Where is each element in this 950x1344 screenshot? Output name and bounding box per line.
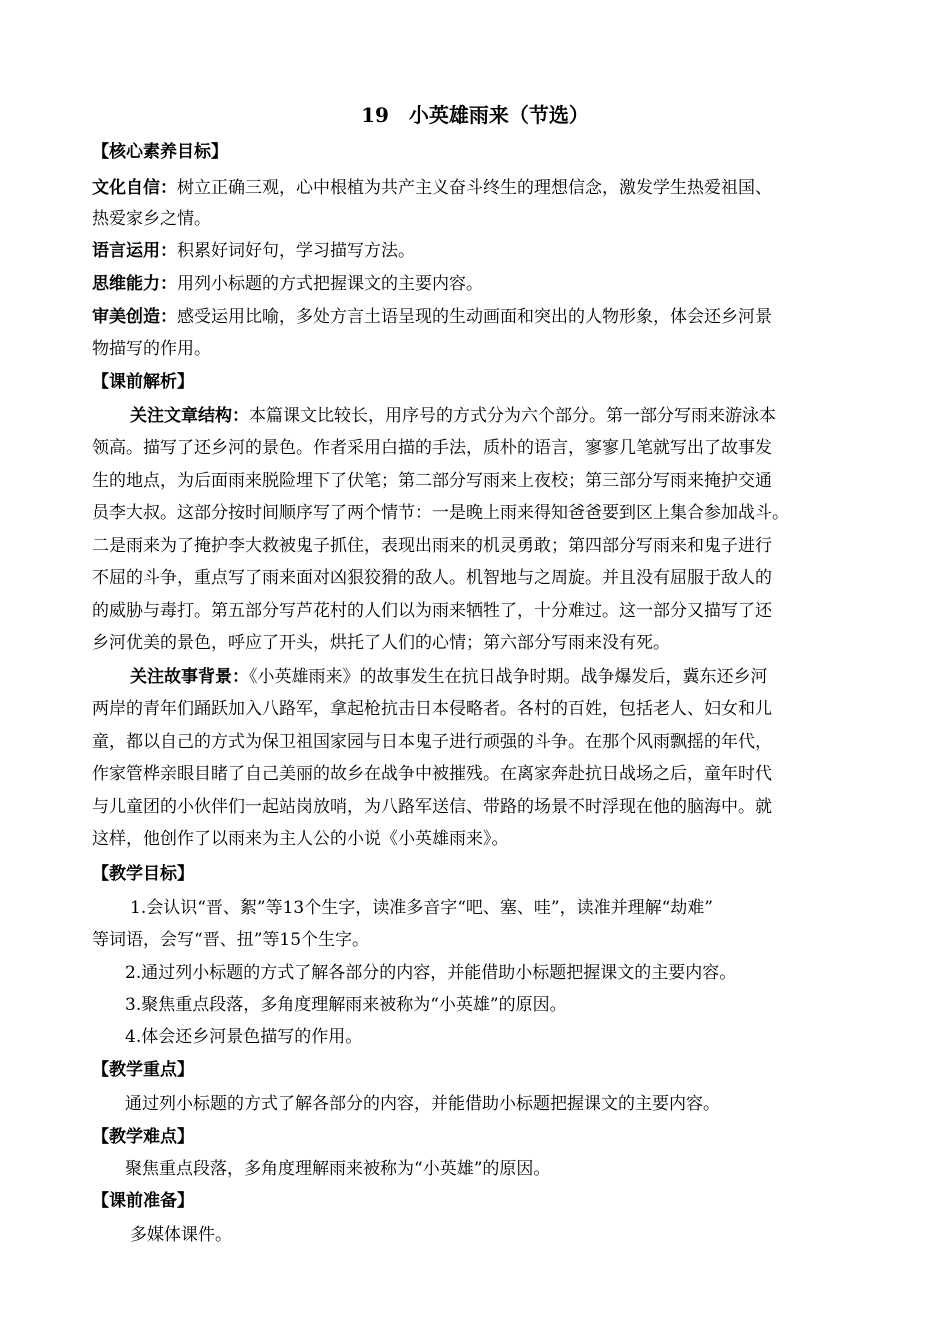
structure-text: 领高。描写了还乡河的景色。作者采用白描的手法，质朴的语言，寥寥几笔就写出了故事发 xyxy=(92,438,772,458)
teaching-goal-item: 3.聚焦重点段落，多角度理解雨来被称为“小英雄”的原因。 xyxy=(125,995,567,1015)
lesson-title: 19 小英雄雨来（节选） xyxy=(361,103,589,127)
heading-teaching-goals: 【教学目标】 xyxy=(92,864,194,884)
core-goal-culture xyxy=(92,176,772,200)
heading-pre-class: 【课前解析】 xyxy=(92,372,194,392)
background-paragraph-first-line xyxy=(130,665,768,689)
teaching-goal-item: 等词语，会写“晋、扭”等15个生字。 xyxy=(92,930,370,950)
background-text: 两岸的青年们踊跃加入八路军，拿起枪抗击日本侵略者。各村的百姓，包括老人、妇女和儿 xyxy=(92,699,772,719)
key-points-text: 通过列小标题的方式了解各部分的内容，并能借助小标题把握课文的主要内容。 xyxy=(125,1094,720,1114)
background-text: 与儿童团的小伙伴们一起站岗放哨，为八路军送信、带路的场景不时浮现在他的脑海中。就 xyxy=(92,797,772,817)
heading-key-points: 【教学重点】 xyxy=(92,1060,194,1080)
structure-label: 关注文章结构： xyxy=(130,406,249,426)
structure-paragraph-first-line xyxy=(130,404,776,428)
core-goal-label: 文化自信： xyxy=(92,178,177,198)
background-label: 关注故事背景： xyxy=(130,667,249,687)
preparation-text: 多媒体课件。 xyxy=(130,1225,232,1245)
core-goal-text: 积累好词好句，学习描写方法。 xyxy=(177,241,415,261)
core-goal-label: 思维能力： xyxy=(92,274,177,294)
structure-text: 生的地点，为后面雨来脱险埋下了伏笔；第二部分写雨来上夜校；第三部分写雨来掩护交通 xyxy=(92,471,772,491)
core-goal-language xyxy=(92,239,415,263)
core-goal-text: 感受运用比喻，多处方言土语呈现的生动画面和突出的人物形象，体会还乡河景 xyxy=(177,307,772,327)
structure-text: 二是雨来为了掩护李大救被鬼子抓住，表现出雨来的机灵勇敢；第四部分写雨来和鬼子进行 xyxy=(92,536,772,556)
structure-text: 的威胁与毒打。第五部分写芦花村的人们以为雨来牺牲了，十分难过。这一部分又描写了还 xyxy=(92,601,772,621)
structure-text: 乡河优美的景色，呼应了开头，烘托了人们的心情；第六部分写雨来没有死。 xyxy=(92,633,670,653)
core-goal-label: 审美创造： xyxy=(92,307,177,327)
heading-core-goals: 【核心素养目标】 xyxy=(92,142,228,162)
background-text: 《小英雄雨来》的故事发生在抗日战争时期。战争爆发后，冀东还乡河 xyxy=(249,667,768,687)
core-goal-label: 语言运用： xyxy=(92,241,177,261)
background-text: 这样，他创作了以雨来为主人公的小说《小英雄雨来》。 xyxy=(92,829,509,849)
core-goal-text: 用列小标题的方式把握课文的主要内容。 xyxy=(177,274,483,294)
structure-text: 员李大叔。这部分按时间顺序写了两个情节：一是晚上雨来得知爸爸要到区上集合参加战斗。 xyxy=(92,503,789,523)
core-goal-text: 热爱家乡之情。 xyxy=(92,209,211,229)
background-text: 童，都以自己的方式为保卫祖国家园与日本鬼子进行顽强的斗争。在那个风雨飘摇的年代， xyxy=(92,732,772,752)
background-text: 作家管桦亲眼目睹了自己美丽的故乡在战争中被摧残。在离家奔赴抗日战场之后，童年时代 xyxy=(92,764,772,784)
core-goal-aesthetic xyxy=(92,305,772,329)
structure-text: 本篇课文比较长，用序号的方式分为六个部分。第一部分写雨来游泳本 xyxy=(249,406,776,426)
teaching-goal-item: 4.体会还乡河景色描写的作用。 xyxy=(125,1027,363,1047)
difficulties-text: 聚焦重点段落，多角度理解雨来被称为“小英雄”的原因。 xyxy=(125,1159,551,1179)
core-goal-text: 树立正确三观，心中根植为共产主义奋斗终生的理想信念，激发学生热爱祖国、 xyxy=(177,178,772,198)
structure-text: 不屈的斗争，重点写了雨来面对凶狠狡猾的敌人。机智地与之周旋。并且没有屈服于敌人的 xyxy=(92,568,772,588)
core-goal-thinking xyxy=(92,272,483,296)
teaching-goal-item: 1.会认识“晋、絮”等13个生字，读准多音字“吧、塞、哇”，读准并理解“劫难” xyxy=(130,898,713,918)
heading-preparation: 【课前准备】 xyxy=(92,1191,194,1211)
core-goal-text: 物描写的作用。 xyxy=(92,339,211,359)
teaching-goal-item: 2.通过列小标题的方式了解各部分的内容，并能借助小标题把握课文的主要内容。 xyxy=(125,963,737,983)
heading-difficulties: 【教学难点】 xyxy=(92,1127,194,1147)
